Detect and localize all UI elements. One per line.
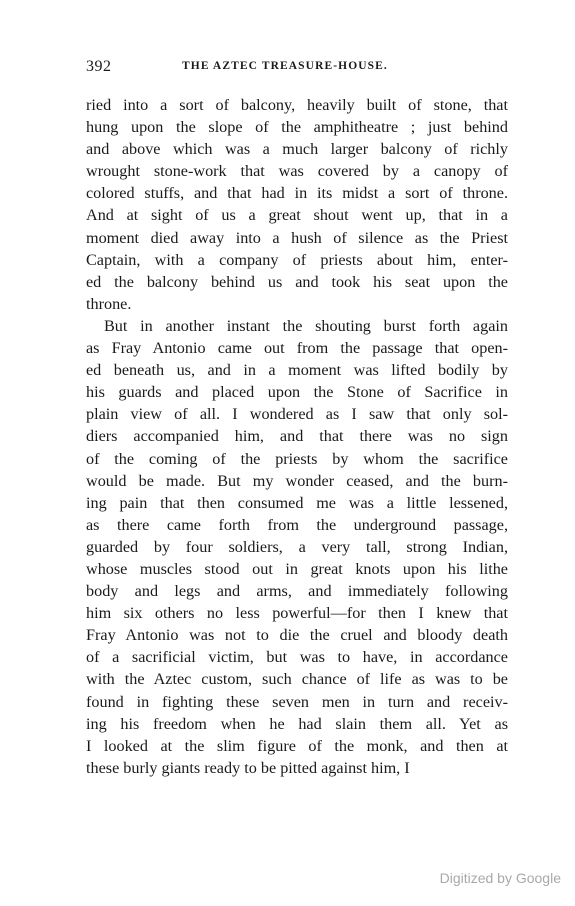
text-line: colored stuffs, and that had in its midst a sort of throne. [86,184,508,203]
text-line: of the coming of the priests by whom the sacrifice [86,449,508,468]
text-line: moment died away into a hush of silence as the Priest [86,228,508,247]
text-line: Fray Antonio was not to die the cruel and bloody death [86,626,508,645]
text-line: him six others no less powerful—for then I knew that [86,604,508,623]
text-line: hung upon the slope of the amphitheatre ; just behind [86,118,508,137]
running-head [86,58,508,78]
text-line: And at sight of us a great shout went up, that in a [86,206,508,225]
running-title: THE AZTEC TREASURE-HOUSE. [182,60,388,72]
text-line: ed beneath us, and in a moment was lifted bodily by [86,361,508,380]
text-line: as Fray Antonio came out from the passage that open- [86,339,508,358]
text-line: I looked at the slim figure of the monk, and then at [86,736,508,755]
text-line: would be made. But my wonder ceased, and the burn- [86,471,508,490]
text-line: throne. [86,294,132,313]
text-line: ried into a sort of balcony, heavily built of stone, that [86,96,508,114]
text-line: his guards and placed upon the Stone of Sacrifice in [86,383,508,402]
text-line: ing pain that then consumed me was a little lessened, [86,493,508,512]
paragraph [86,315,508,779]
text-line: whose muscles stood out in great knots upon his lithe [86,559,508,578]
text-line: of a sacrificial victim, but was to have, in accordance [86,648,508,667]
text-line: with the Aztec custom, such chance of life as was to be [86,670,508,689]
text-line: and above which was a much larger balcony of richly [86,140,508,159]
page-number: 392 [86,58,112,75]
body-text [86,94,508,779]
text-line: Captain, with a company of priests about him, enter- [86,250,508,269]
text-line: plain view of all. I wondered as I saw that only sol- [86,405,508,424]
digitized-by-google-watermark: Digitized by Google [439,870,561,886]
text-line: ing his freedom when he had slain them all. Yet as [86,714,508,733]
text-line: as there came forth from the underground passage, [86,515,508,534]
text-line: ed the balcony behind us and took his seat upon the [86,272,508,291]
text-line: diers accompanied him, and that there was no sign [86,427,508,446]
text-line: found in fighting these seven men in turn and receiv- [86,692,508,711]
text-line: body and legs and arms, and immediately following [86,582,508,601]
text-line: these burly giants ready to be pitted against him, I [86,758,410,777]
text-line: guarded by four soldiers, a very tall, strong Indian, [86,537,508,556]
paragraph [86,94,508,315]
text-line: wrought stone-work that was covered by a canopy of [86,162,508,181]
text-line: But in another instant the shouting burst forth again [104,316,508,335]
